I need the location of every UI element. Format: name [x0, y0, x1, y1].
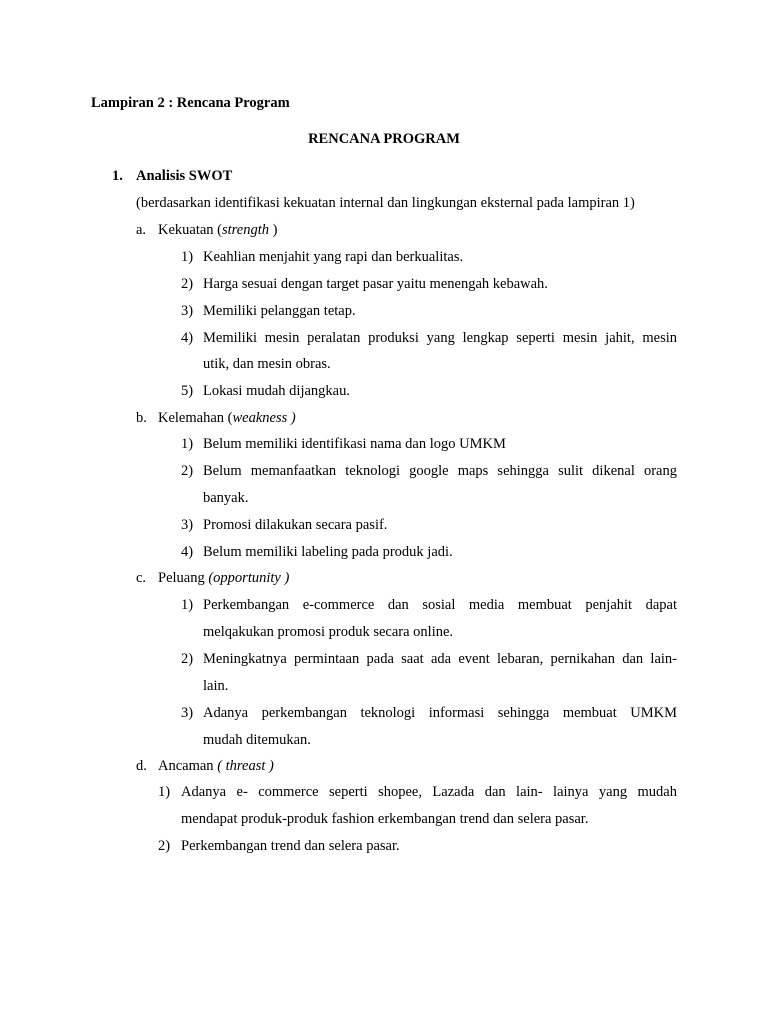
list-item: Belum memanfaatkan teknologi google maps sehingga sulit dikenal orang	[203, 463, 677, 479]
list-item: Memiliki mesin peralatan produksi yang lengkap seperti mesin jahit, mesin	[203, 330, 677, 346]
list-item-continuation: lain.	[203, 678, 229, 694]
list-item-continuation: utik, dan mesin obras.	[203, 356, 331, 372]
list-item: Adanya e- commerce seperti shopee, Lazada dan lain- lainya yang mudah	[181, 784, 677, 800]
opportunity-letter: c.	[136, 570, 147, 586]
strength-letter: a.	[136, 222, 147, 238]
appendix-header: Lampiran 2 : Rencana Program	[91, 95, 290, 111]
list-item-continuation: melqakukan promosi produk secara online.	[203, 624, 454, 640]
list-item-number: 1)	[158, 784, 171, 800]
list-item-number: 1)	[181, 436, 194, 452]
list-item-number: 3)	[181, 705, 194, 721]
list-item-continuation: mudah ditemukan.	[203, 732, 311, 748]
document-title: RENCANA PROGRAM	[308, 131, 460, 147]
list-item-number: 4)	[181, 330, 194, 346]
list-item-continuation: banyak.	[203, 490, 249, 506]
list-item: Perkembangan e-commerce dan sosial media membuat penjahit dapat	[203, 597, 677, 613]
weakness-letter: b.	[136, 410, 147, 426]
list-item-number: 3)	[181, 303, 194, 319]
list-item: Meningkatnya permintaan pada saat ada event lebaran, pernikahan dan lain-	[203, 651, 677, 667]
threat-heading: Ancaman ( threast )	[158, 758, 274, 774]
list-item: Memiliki pelanggan tetap.	[203, 303, 356, 319]
list-item: Belum memiliki labeling pada produk jadi.	[203, 544, 453, 560]
list-item-number: 1)	[181, 597, 194, 613]
list-item-continuation: mendapat produk-produk fashion erkembangan trend dan selera pasar.	[181, 811, 589, 827]
list-item: Perkembangan trend dan selera pasar.	[181, 838, 400, 854]
list-item: Keahlian menjahit yang rapi dan berkualitas.	[203, 249, 464, 265]
section-intro: (berdasarkan identifikasi kekuatan internal dan lingkungan eksternal pada lampiran 1)	[136, 195, 635, 211]
threat-letter: d.	[136, 758, 147, 774]
list-item-number: 5)	[181, 383, 194, 399]
weakness-heading: Kelemahan (weakness )	[158, 410, 296, 426]
list-item-number: 2)	[181, 276, 194, 292]
section-heading: Analisis SWOT	[136, 168, 233, 184]
list-item-number: 2)	[158, 838, 171, 854]
list-item-number: 2)	[181, 463, 194, 479]
strength-heading: Kekuatan (strength )	[158, 222, 278, 238]
list-item: Promosi dilakukan secara pasif.	[203, 517, 388, 533]
list-item-number: 1)	[181, 249, 194, 265]
section-number: 1.	[112, 168, 123, 184]
list-item-number: 4)	[181, 544, 194, 560]
list-item: Lokasi mudah dijangkau.	[203, 383, 350, 399]
opportunity-heading: Peluang (opportunity )	[158, 570, 290, 586]
list-item: Adanya perkembangan teknologi informasi sehingga membuat UMKM	[203, 705, 677, 721]
list-item-number: 3)	[181, 517, 194, 533]
list-item: Harga sesuai dengan target pasar yaitu menengah kebawah.	[203, 276, 548, 292]
list-item: Belum memiliki identifikasi nama dan logo UMKM	[203, 436, 506, 452]
list-item-number: 2)	[181, 651, 194, 667]
